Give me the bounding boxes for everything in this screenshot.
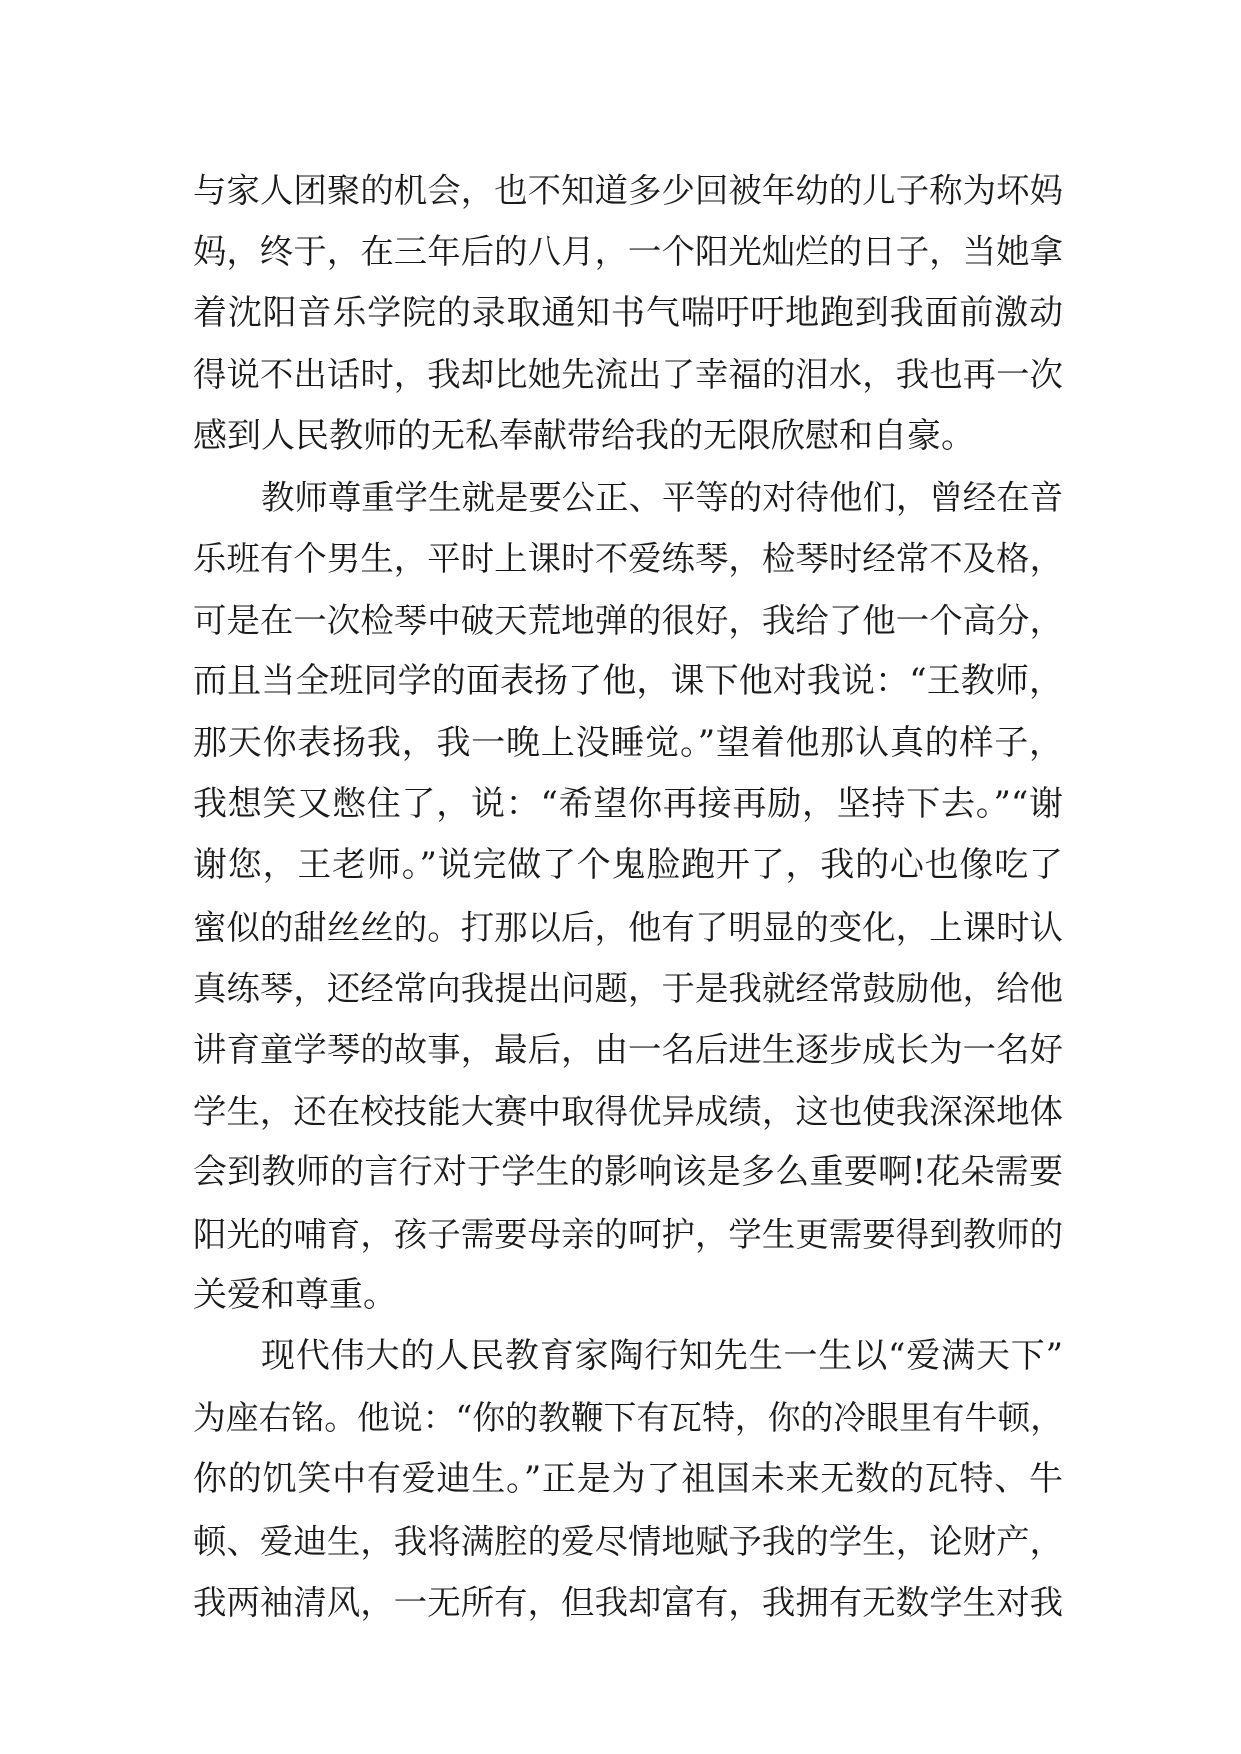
text-line: 妈，终于，在三年后的八月，一个阳光灿烂的日子，当她拿 xyxy=(193,232,1063,272)
text-line: 与家人团聚的机会，也不知道多少回被年幼的儿子称为坏妈 xyxy=(193,171,1063,210)
text-line: 谢您，王老师。”说完做了个鬼脸跑开了，我的心也像吃了 xyxy=(193,845,1063,886)
text-line: 蜜似的甜丝丝的。打那以后，他有了明显的变化，上课时认 xyxy=(193,907,1063,947)
text-line: 会到教师的言行对于学生的影响该是多么重要啊!花朵需要 xyxy=(193,1152,1063,1193)
text-line: 可是在一次检琴中破天荒地弹的很好，我给了他一个高分， xyxy=(193,600,1063,640)
text-line: 顿、爱迪生，我将满腔的爱尽情地赋予我的学生，论财产， xyxy=(193,1521,1063,1561)
body-text xyxy=(193,160,1063,1633)
text-line: 讲育童学琴的故事，最后，由一名后进生逐步成长为一名好 xyxy=(193,1030,1063,1070)
text-line: 而且当全班同学的面表扬了他，课下他对我说：“王教师， xyxy=(193,661,1063,702)
paragraph-first-line: 教师尊重学生就是要公正、平等的对待他们，曾经在音 xyxy=(261,477,1063,517)
text-line: 真练琴，还经常向我提出问题，于是我就经常鼓励他，给他 xyxy=(193,969,1063,1009)
text-line: 为座右铭。他说：“你的教鞭下有瓦特，你的冷眼里有牛顿， xyxy=(193,1398,1063,1437)
text-line: 那天你表扬我，我一晚上没睡觉。”望着他那认真的样子， xyxy=(193,722,1063,763)
text-line: 乐班有个男生，平时上课时不爱练琴，检琴时经常不及格， xyxy=(193,539,1063,579)
text-line: 得说不出话时，我却比她先流出了幸福的泪水，我也再一次 xyxy=(193,355,1063,395)
text-line: 你的饥笑中有爱迪生。”正是为了祖国未来无数的瓦特、牛 xyxy=(193,1459,1063,1500)
text-line: 我想笑又憋住了，说：“希望你再接再励，坚持下去。”“谢 xyxy=(193,783,1063,824)
text-line: 关爱和尊重。 xyxy=(193,1275,397,1316)
text-line: 阳光的哺育，孩子需要母亲的呵护，学生更需要得到教师的 xyxy=(193,1214,1063,1254)
text-line: 着沈阳音乐学院的录取通知书气喘吁吁地跑到我面前激动 xyxy=(193,292,1063,333)
text-line: 我两袖清风，一无所有，但我却富有，我拥有无数学生对我 xyxy=(193,1582,1063,1622)
text-line: 学生，还在校技能大赛中取得优异成绩，这也使我深深地体 xyxy=(193,1091,1063,1131)
text-line: 感到人民教师的无私奉献带给我的无限欣慰和自豪。 xyxy=(193,415,975,456)
paragraph-first-line: 现代伟大的人民教育家陶行知先生一生以“爱满天下” xyxy=(261,1336,1063,1377)
